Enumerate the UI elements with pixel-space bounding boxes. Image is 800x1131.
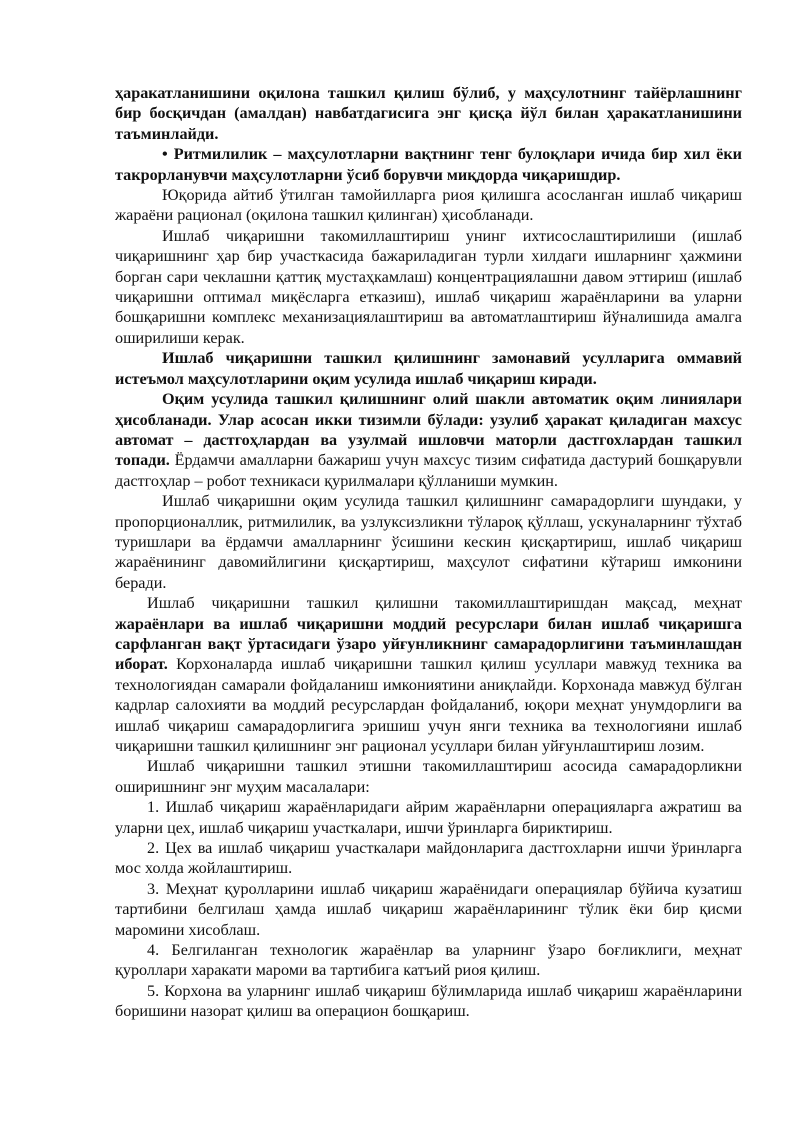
paragraph-9-text: Ишлаб чиқаришни ташкил этишни такомиллаштириш асосида самарадорликни оширишнинг энг муҳим масалалари:	[115, 757, 742, 796]
paragraph-8-bold: жараёнлари ва ишлаб чиқаришни моддий ресурслари билан ишлаб чиқаришга сарфланган вақт ўртасидаги ўзаро уйғунликнинг самарадорлигини таъминлашдан иборат.	[115, 614, 742, 674]
paragraph-8-text-a: Ишлаб чиқаришни ташкил қилишни такомиллаштиришдан мақсад, меҳнат	[147, 594, 742, 613]
list-item-1	[115, 797, 742, 838]
paragraph-4-text: Ишлаб чиқаришни такомиллаштириш унинг ихтисослаштирилиши (ишлаб чиқаришнинг ҳар бир участкасида бажариладиган турли хилдаги ишларнинг ҳажмини борган сари чеклашни қаттиқ мустаҳкамлаш) концентрациялашни давом эттириш (ишлаб чиқаришни оптимал миқёсларга етказиш), ишлаб чиқариш жараёнларини ва уларни бошқаришни комплекс механизациялаштириш ва автоматлаштириш йўналишида амалга оширилиши керак.	[115, 226, 742, 347]
paragraph-2	[115, 144, 742, 185]
paragraph-6-text: Ёрдамчи амалларни бажариш учун махсус тизим сифатида дастурий бошқарувли дастгоҳлар – робот техникаси қурилмалари қўлланиши мумкин.	[115, 451, 742, 490]
list-item-3-text: 3. Меҳнат қуролларини ишлаб чиқариш жараёнидаги операциялар бўйича кузатиш тартибини белгилаш ҳамда ишлаб чиқариш жараёнларининг тўлик ёки бир қисми маромини хисоблаш.	[115, 879, 742, 939]
paragraph-3	[115, 185, 742, 226]
list-item-2-text: 2. Цех ва ишлаб чиқариш участкалари майдонларига дастгохларни ишчи ўринларга мос холда жойлаштириш.	[115, 839, 742, 878]
paragraph-5	[115, 348, 742, 389]
list-item-3	[115, 879, 742, 940]
paragraph-8	[115, 593, 742, 756]
document-page	[115, 83, 742, 1022]
list-item-5	[115, 981, 742, 1022]
paragraph-3-text: Юқорида айтиб ўтилган тамойилларга риоя қилишга асосланган ишлаб чиқариш жараёни рационал (оқилона ташкил қилинган) ҳисобланади.	[115, 186, 742, 225]
paragraph-2-bold: • Ритмилилик – маҳсулотларни вақтнинг тенг булоқлари ичида бир хил ёки такрорланувчи маҳсулотларни ўсиб борувчи миқдорда чиқаришдир.	[115, 145, 742, 184]
paragraph-9	[115, 756, 742, 797]
list-item-4	[115, 940, 742, 981]
list-item-2	[115, 838, 742, 879]
paragraph-1	[115, 83, 742, 144]
list-item-1-text: 1. Ишлаб чиқариш жараёнларидаги айрим жараёнларни операцияларга ажратиш ва уларни цех, ишлаб чиқариш участкалари, ишчи ўринларга бириктириш.	[115, 798, 742, 837]
paragraph-4	[115, 226, 742, 348]
paragraph-7-text: Ишлаб чиқаришни оқим усулида ташкил қилишнинг самарадорлиги шундаки, у пропорционаллик, ритмилилик, ва узлуксизликни тўлароқ қўллаш, ускуналарнинг тўхтаб туришлари ва ёрдамчи амалларнинг ўсишини кескин қисқартириш, ишлаб чиқариш жараёнининг давомийлигини қисқартириш, маҳсулот сифатини кўтариш имконини беради.	[115, 492, 742, 592]
paragraph-8-text-b: Корхоналарда ишлаб чиқаришни ташкил қилиш усуллари мавжуд техника ва технологиядан самарали фойдаланиш имкониятини аниқлайди. Корхонада мавжуд бўлган кадрлар салохияти ва моддий ресурслардан фойдаланиб, юқори меҳнат унумдорлиги ва ишлаб чиқариш самарадорлигига эришиш учун янги техника ва технологияни ишлаб чиқаришни ташкил қилишнинг энг рационал усуллари билан уйғунлаштириш лозим.	[115, 655, 742, 755]
paragraph-5-bold: Ишлаб чиқаришни ташкил қилишнинг замонавий усулларига оммавий истеъмол маҳсулотларини оқим усулида ишлаб чиқариш киради.	[115, 349, 742, 388]
paragraph-7	[115, 491, 742, 593]
paragraph-6-bold: Оқим усулида ташкил қилишнинг олий шакли автоматик оқим линиялари ҳисобланади. Улар асосан икки тизимли бўлади: узулиб ҳаракат қиладиган махсус автомат – дастгоҳлардан ва узулмай ишловчи маторли дастгохлардан ташкил топади.	[115, 390, 742, 470]
paragraph-6	[115, 389, 742, 491]
paragraph-1-bold: ҳаракатланишини оқилона ташкил қилиш бўлиб, у маҳсулотнинг тайёрлашнинг бир босқичдан (амалдан) навбатдагисига энг қисқа йўл билан ҳаракатланишини таъминлайди.	[115, 84, 742, 143]
list-item-5-text: 5. Корхона ва уларнинг ишлаб чиқариш бўлимларида ишлаб чиқариш жараёнларини боришини назорат қилиш ва операцион бошқариш.	[115, 981, 742, 1021]
list-item-4-text: 4. Белгиланган технологик жараёнлар ва уларнинг ўзаро боғликлиги, меҳнат қуроллари харакати мароми ва тартибига катъий риоя қилиш.	[115, 941, 742, 980]
